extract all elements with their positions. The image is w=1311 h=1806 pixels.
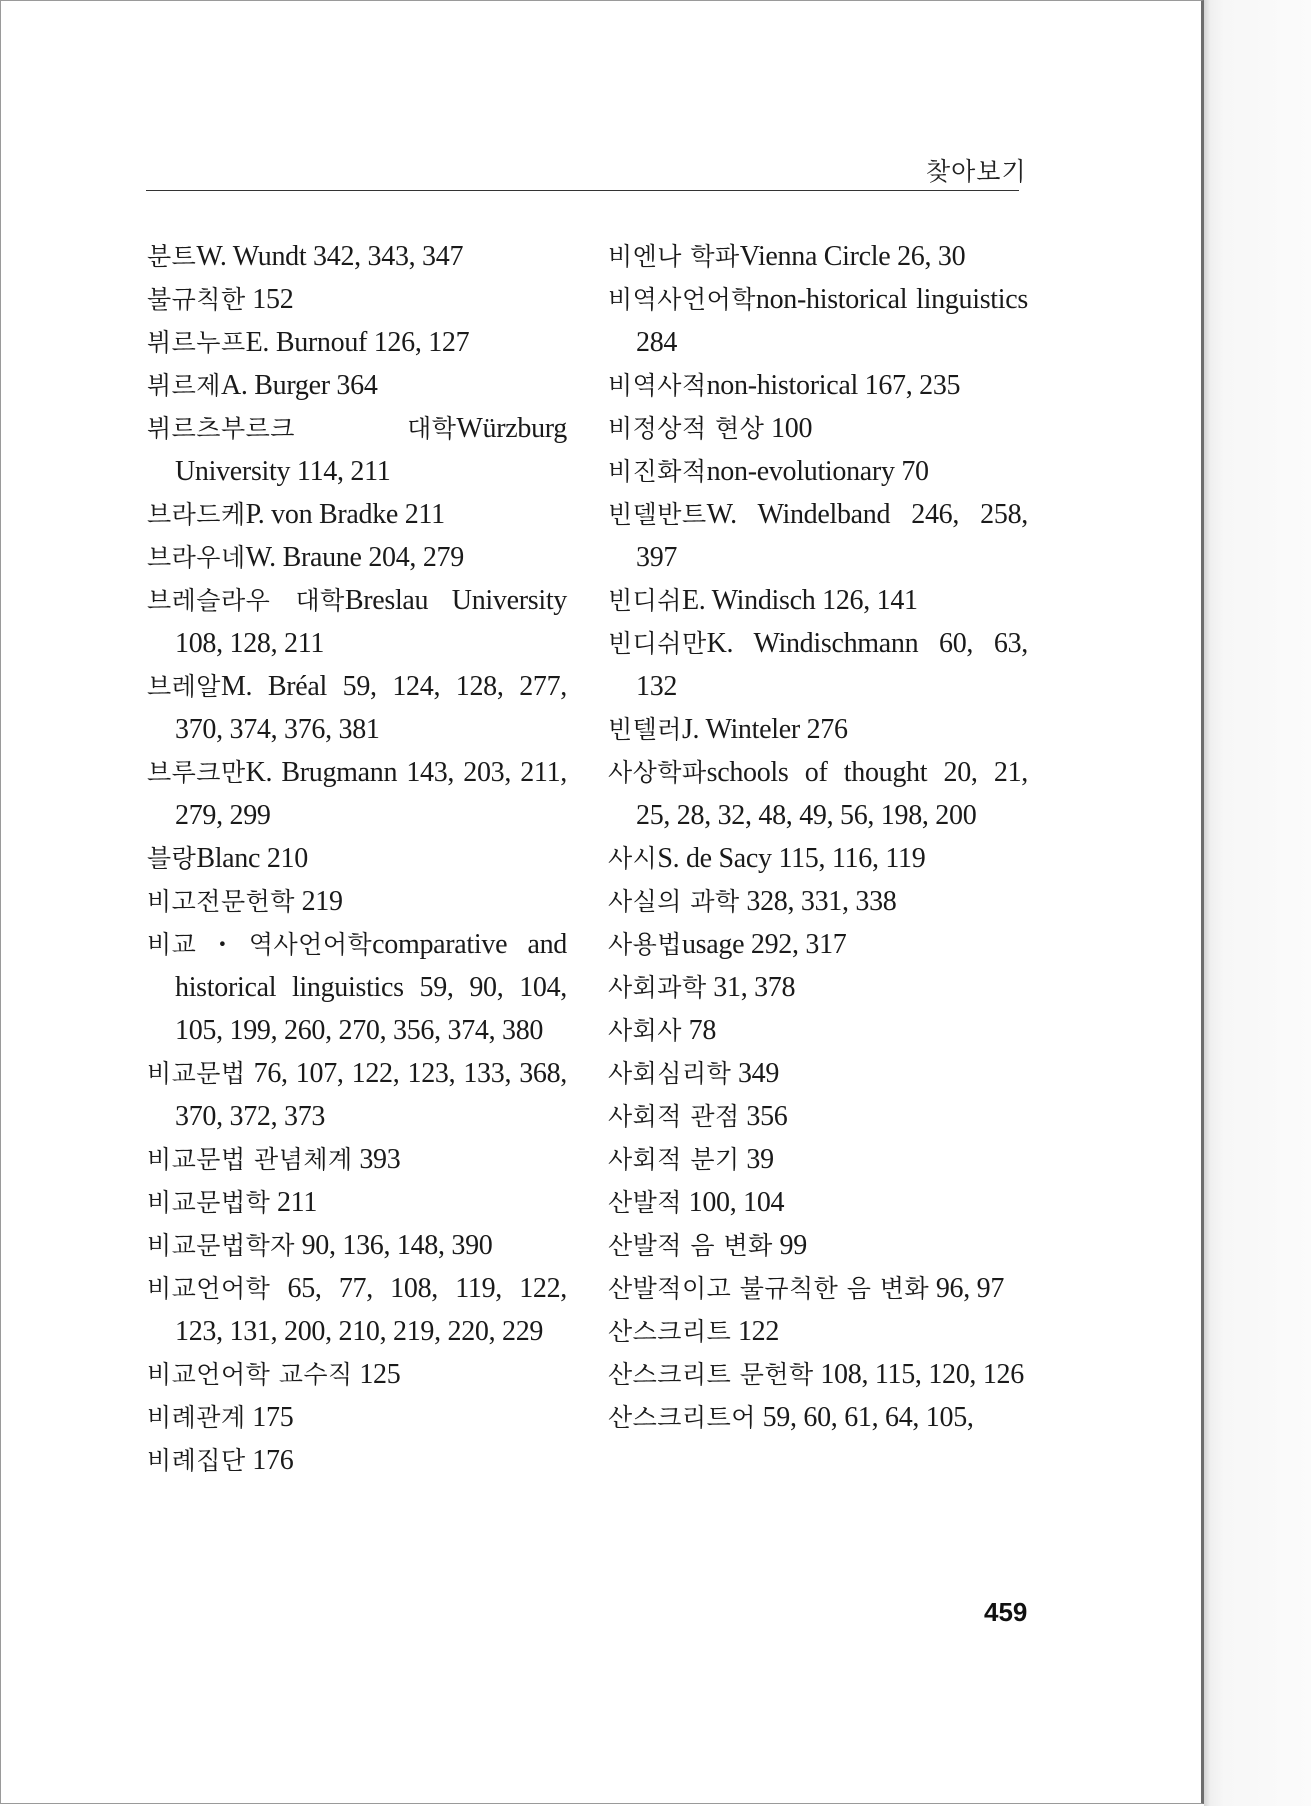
index-term-detail: 356: [739, 1101, 788, 1132]
index-term-detail: J. Winteler 276: [681, 714, 848, 745]
index-entry: [147, 1267, 567, 1353]
index-entry: [147, 235, 567, 278]
index-term-korean: 분트: [147, 242, 197, 271]
index-term-detail: 152: [245, 284, 294, 315]
index-term-korean: 빈텔러: [608, 715, 682, 744]
index-term-detail: 175: [245, 1402, 294, 1433]
index-term-detail: Breslau University 108, 128, 211: [175, 585, 567, 659]
index-term-korean: 비교언어학: [147, 1274, 271, 1303]
index-term-detail: 125: [352, 1359, 401, 1390]
index-term-detail: 65, 77, 108, 119, 122, 123, 131, 200, 210, 219, 220, 229: [175, 1273, 567, 1347]
index-term-korean: 비진화적: [608, 457, 707, 486]
index-term-detail: M. Bréal 59, 124, 128, 277, 370, 374, 376, 381: [175, 671, 567, 745]
index-term-detail: K. Windischmann 60, 63, 132: [636, 628, 1028, 702]
index-entry: [147, 837, 567, 880]
index-term-detail: 99: [772, 1230, 807, 1261]
index-entry: [608, 837, 1028, 880]
index-term-korean: 빈디쉬: [608, 586, 682, 615]
page-edge-shadow: [1204, 0, 1311, 1806]
index-term-detail: 96, 97: [929, 1273, 1005, 1304]
index-term-korean: 비역사언어학: [608, 285, 756, 314]
index-term-korean: 비엔나 학파: [608, 242, 740, 271]
index-term-detail: 31, 378: [706, 972, 796, 1003]
index-term-korean: 브레슬라우 대학: [147, 586, 345, 615]
index-entry: [608, 1396, 1028, 1439]
index-term-detail: 211: [270, 1187, 318, 1218]
index-term-detail: 100: [764, 413, 813, 444]
index-term-detail: 122: [731, 1316, 780, 1347]
index-term-detail: W. Windelband 246, 258, 397: [636, 499, 1028, 573]
index-term-detail: schools of thought 20, 21, 25, 28, 32, 48, 49, 56, 198, 200: [636, 757, 1028, 831]
index-term-korean: 불규칙한: [147, 285, 246, 314]
index-term-detail: S. de Sacy 115, 116, 119: [657, 843, 926, 874]
index-entry: [608, 966, 1028, 1009]
index-entry: [608, 708, 1028, 751]
index-entry: [147, 407, 567, 493]
index-term-korean: 블랑: [147, 844, 197, 873]
index-term-korean: 사시: [608, 844, 658, 873]
index-term-detail: 78: [681, 1015, 717, 1046]
index-term-detail: comparative and historical linguistics 59, 90, 104, 105, 199, 260, 270, 356, 374, 380: [175, 929, 567, 1046]
index-column-right: [608, 235, 1028, 1439]
index-entry: [147, 579, 567, 665]
index-column-left: [147, 235, 567, 1482]
index-term-detail: E. Windisch 126, 141: [681, 585, 918, 616]
index-entry: [147, 1052, 567, 1138]
index-term-korean: 사회심리학: [608, 1059, 732, 1088]
index-entry: [147, 1353, 567, 1396]
index-term-detail: non-historical linguistics 284: [636, 284, 1028, 358]
index-term-korean: 뷔르누프: [147, 328, 246, 357]
index-term-korean: 산발적: [608, 1188, 682, 1217]
index-term-detail: 90, 136, 148, 390: [294, 1230, 493, 1261]
index-term-korean: 비역사적: [608, 371, 707, 400]
index-term-korean: 산스크리트어: [608, 1403, 756, 1432]
index-term-korean: 비례집단: [147, 1446, 246, 1475]
index-term-korean: 비정상적 현상: [608, 414, 765, 443]
index-term-korean: 비교문법: [147, 1059, 246, 1088]
index-term-detail: Vienna Circle 26, 30: [739, 241, 966, 272]
index-term-korean: 사실의 과학: [608, 887, 740, 916]
index-term-korean: 사상학파: [608, 758, 707, 787]
index-entry: [147, 321, 567, 364]
index-entry: [608, 923, 1028, 966]
index-entry: [608, 1353, 1028, 1396]
index-entry: [608, 622, 1028, 708]
index-term-korean: 뷔르츠부르크 대학: [147, 414, 457, 443]
index-term-korean: 빈델반트: [608, 500, 707, 529]
index-term-detail: Würzburg University 114, 211: [175, 413, 567, 487]
index-entry: [608, 1310, 1028, 1353]
index-term-korean: 비교문법학자: [147, 1231, 295, 1260]
index-term-detail: 349: [731, 1058, 780, 1089]
header-rule: [146, 190, 1019, 191]
index-term-detail: E. Burnouf 126, 127: [245, 327, 470, 358]
index-term-detail: 108, 115, 120, 126: [813, 1359, 1024, 1390]
index-entry: [147, 880, 567, 923]
index-term-detail: non-historical 167, 235: [706, 370, 961, 401]
running-head: 찾아보기: [926, 157, 1027, 186]
index-term-korean: 사용법: [608, 930, 682, 959]
index-entry: [608, 751, 1028, 837]
index-entry: [147, 665, 567, 751]
index-term-korean: 브라드케: [147, 500, 246, 529]
index-entry: [147, 1138, 567, 1181]
index-entry: [608, 1181, 1028, 1224]
index-entry: [147, 493, 567, 536]
index-term-detail: Blanc 210: [196, 843, 308, 874]
index-term-detail: non-evolutionary 70: [706, 456, 929, 487]
index-term-korean: 빈디쉬만: [608, 629, 707, 658]
index-term-korean: 브라우네: [147, 543, 246, 572]
index-entry: [608, 579, 1028, 622]
index-entry: [608, 1095, 1028, 1138]
index-term-korean: 사회적 관점: [608, 1102, 740, 1131]
index-term-detail: 100, 104: [681, 1187, 785, 1218]
index-entry: [608, 1052, 1028, 1095]
index-entry: [147, 1396, 567, 1439]
index-term-detail: P. von Bradke 211: [245, 499, 445, 530]
index-entry: [147, 536, 567, 579]
index-entry: [147, 1224, 567, 1267]
index-term-korean: 산발적이고 불규칙한 음 변화: [608, 1274, 930, 1303]
index-term-detail: W. Wundt 342, 343, 347: [196, 241, 464, 272]
index-term-detail: usage 292, 317: [681, 929, 847, 960]
index-term-korean: 산스크리트: [608, 1317, 732, 1346]
index-term-korean: 브레알: [147, 672, 221, 701]
index-entry: [147, 364, 567, 407]
index-term-korean: 비고전문헌학: [147, 887, 295, 916]
index-term-detail: K. Brugmann 143, 203, 211, 279, 299: [175, 757, 567, 831]
index-entry: [147, 923, 567, 1052]
index-term-detail: W. Braune 204, 279: [245, 542, 464, 573]
index-entry: [608, 450, 1028, 493]
index-term-korean: 산발적 음 변화: [608, 1231, 773, 1260]
index-term-detail: 328, 331, 338: [739, 886, 897, 917]
index-term-detail: 39: [739, 1144, 774, 1175]
index-entry: [608, 1224, 1028, 1267]
index-entry: [608, 1267, 1028, 1310]
index-term-korean: 비교・역사언어학: [147, 930, 373, 959]
index-term-detail: 176: [245, 1445, 294, 1476]
index-entry: [147, 1439, 567, 1482]
index-term-korean: 뷔르제: [147, 371, 221, 400]
index-term-detail: 76, 107, 122, 123, 133, 368, 370, 372, 373: [175, 1058, 567, 1132]
index-term-detail: A. Burger 364: [220, 370, 378, 401]
index-entry: [147, 278, 567, 321]
index-term-detail: 59, 60, 61, 64, 105,: [755, 1402, 974, 1433]
index-entry: [608, 278, 1028, 364]
index-term-korean: 비교문법 관념체계: [147, 1145, 353, 1174]
page-number: 459: [984, 1597, 1028, 1627]
index-term-korean: 사회과학: [608, 973, 707, 1002]
index-term-korean: 산스크리트 문헌학: [608, 1360, 814, 1389]
index-term-detail: 219: [294, 886, 343, 917]
index-entry: [608, 493, 1028, 579]
index-entry: [608, 235, 1028, 278]
index-term-korean: 브루크만: [147, 758, 246, 787]
index-entry: [608, 880, 1028, 923]
index-entry: [147, 1181, 567, 1224]
index-term-korean: 사회사: [608, 1016, 682, 1045]
index-entry: [608, 364, 1028, 407]
index-term-detail: 393: [352, 1144, 401, 1175]
index-term-korean: 사회적 분기: [608, 1145, 740, 1174]
index-term-korean: 비교문법학: [147, 1188, 271, 1217]
index-entry: [147, 751, 567, 837]
index-entry: [608, 1009, 1028, 1052]
index-entry: [608, 407, 1028, 450]
index-entry: [608, 1138, 1028, 1181]
index-term-korean: 비례관계: [147, 1403, 246, 1432]
index-term-korean: 비교언어학 교수직: [147, 1360, 353, 1389]
